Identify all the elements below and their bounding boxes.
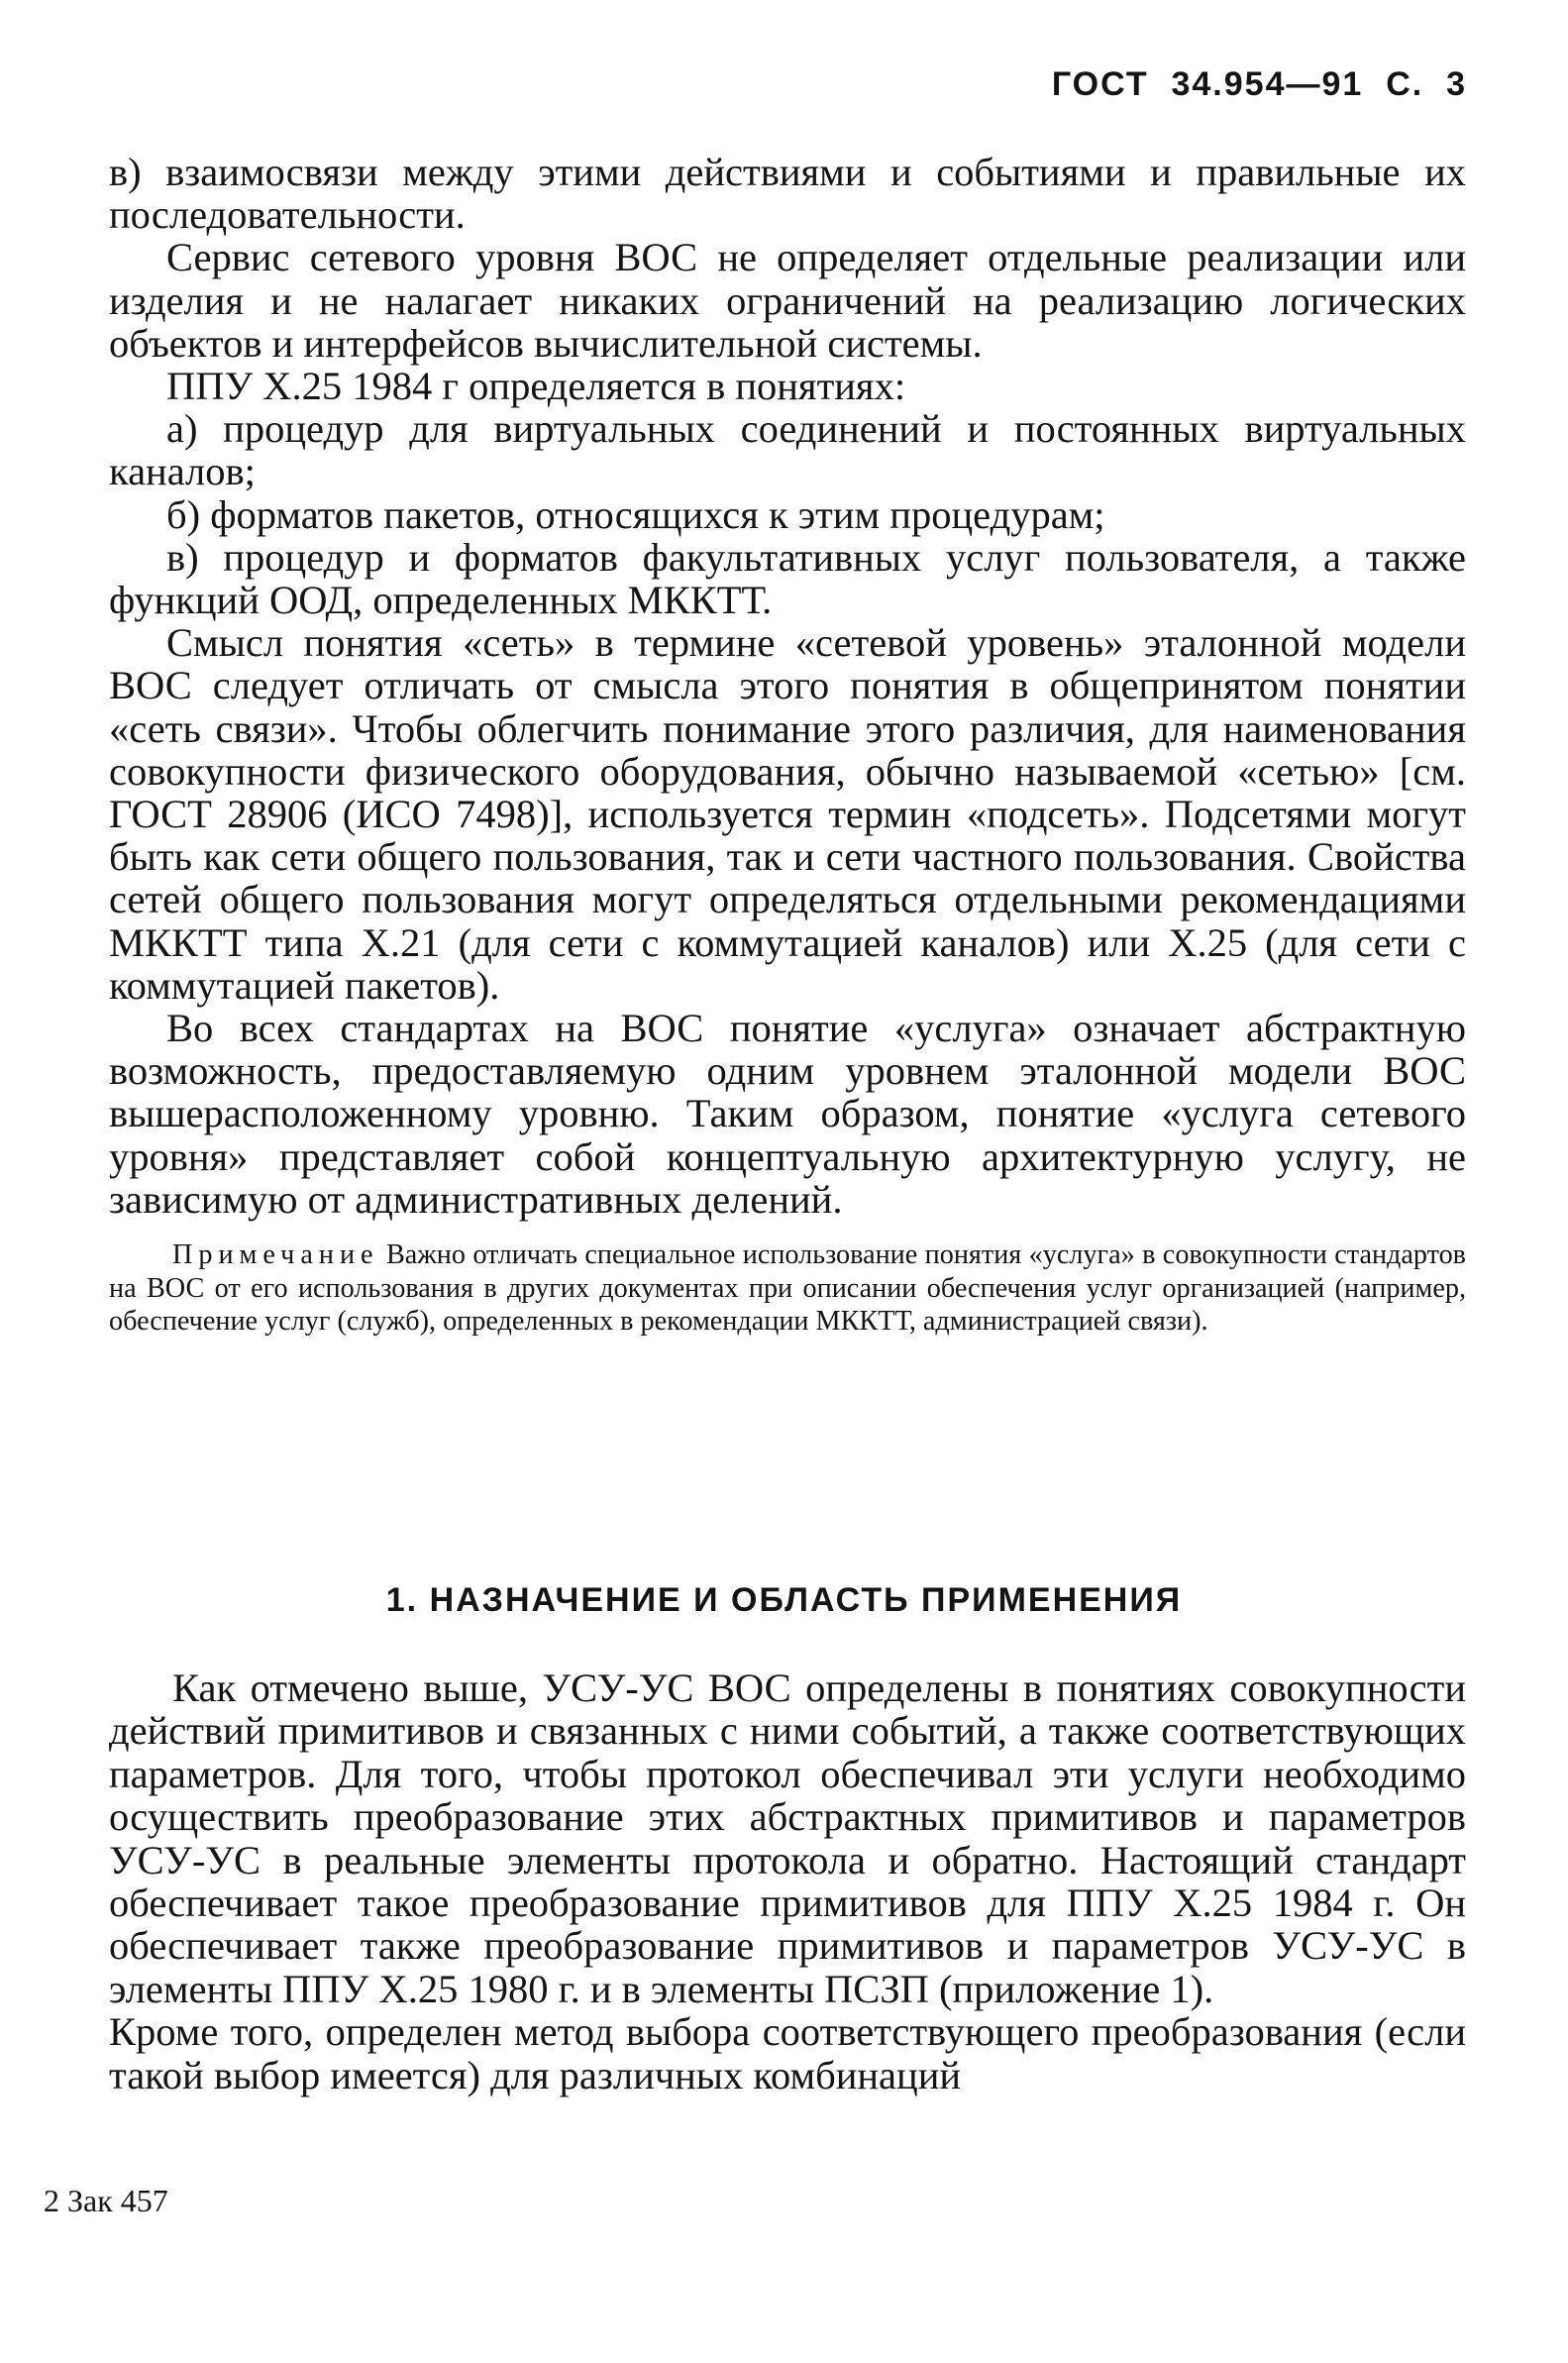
paragraph: Во всех стандартах на ВОС понятие «услуга» означает абстрактную возможность, предоставляемую одним уровнем эталонной модели ВОС вышерасположенному уровню. Таким образом, понятие «услуга сетевого уровня» представляет собой концептуальную архитектурную услугу, не зависимую от административных делений. xyxy=(109,1006,1466,1222)
body-text xyxy=(109,151,1466,1339)
list-item: б) форматов пакетов, относящихся к этим процедурам; xyxy=(166,491,1105,537)
paragraph: Сервис сетевого уровня ВОС не определяет отдельные реализации или изделия и не налагает никаких ограничений на реализацию логических объектов и интерфейсов вычислительной системы. xyxy=(109,235,1466,366)
paragraph: ППУ Х.25 1984 г определяется в понятиях: xyxy=(166,364,906,409)
note xyxy=(109,1238,1466,1339)
page-header: ГОСТ 34.954—91 С. 3 xyxy=(1051,65,1467,103)
paragraph: в) взаимосвязи между этими действиями и событиями и правильные их последовательности. xyxy=(109,150,1466,238)
paragraph: Как отмечено выше, УСУ-УС ВОС определены в понятиях совокупности действий примитивов и связанных с ними событий, а также соответствующих параметров. Для того, чтобы протокол обеспечивал эти услуги необходимо осуществить преобразование этих абстрактных примитивов и параметров УСУ-УС в реальные элементы протокола и обратно. Настоящий стандарт обеспечивает такое преобразование примитивов для ППУ Х.25 1984 г. Он обеспечивает также преобразование примитивов и параметров УСУ-УС в элементы ППУ Х.25 1980 г. и в элементы ПСЗП (приложение 1). xyxy=(109,1665,1466,2011)
paragraph: Смысл понятия «сеть» в термине «сетевой уровень» эталонной модели ВОС следует отличать от смысла этого понятия в общепринятом понятии «сеть связи». Чтобы облегчить понимание этого различия, для наименования совокупности физического оборудования, обычно называемой «сетью» [см. ГОСТ 28906 (ИСО 7498)], используется термин «подсеть». Подсетями могут быть как сети общего пользования, так и сети частного пользования. Свойства сетей общего пользования могут определяться отдельными рекомендациями МККТТ типа Х.21 (для сети с коммутацией каналов) или Х.25 (для сети с коммутацией пакетов). xyxy=(109,620,1466,1008)
list-item: а) процедур для виртуальных соединений и постоянных виртуальных каналов; xyxy=(109,406,1466,494)
section-title: 1. НАЗНАЧЕНИЕ И ОБЛАСТЬ ПРИМЕНЕНИЯ xyxy=(385,1581,1183,1619)
note-text: Важно отличать специальное использование понятия «услуга» в совокупности стандартов на ВОС от его использования в других документах при описании обеспечения услуг организацией (например, обеспечение услуг (служб), определенных в рекомендации МККТТ, администрацией связи). xyxy=(109,1239,1466,1338)
section-body xyxy=(109,1666,1466,2096)
page-footer: 2 Зак 457 xyxy=(44,2183,168,2218)
note-label: Примечание xyxy=(172,1239,379,1271)
paragraph: Кроме того, определен метод выбора соответствующего преобразования (если такой выбор имеется) для различных комбинаций xyxy=(109,2009,1466,2097)
list-item: в) процедур и форматов факультативных услуг пользователя, а также функций ООД, определенных МККТТ. xyxy=(109,534,1466,623)
